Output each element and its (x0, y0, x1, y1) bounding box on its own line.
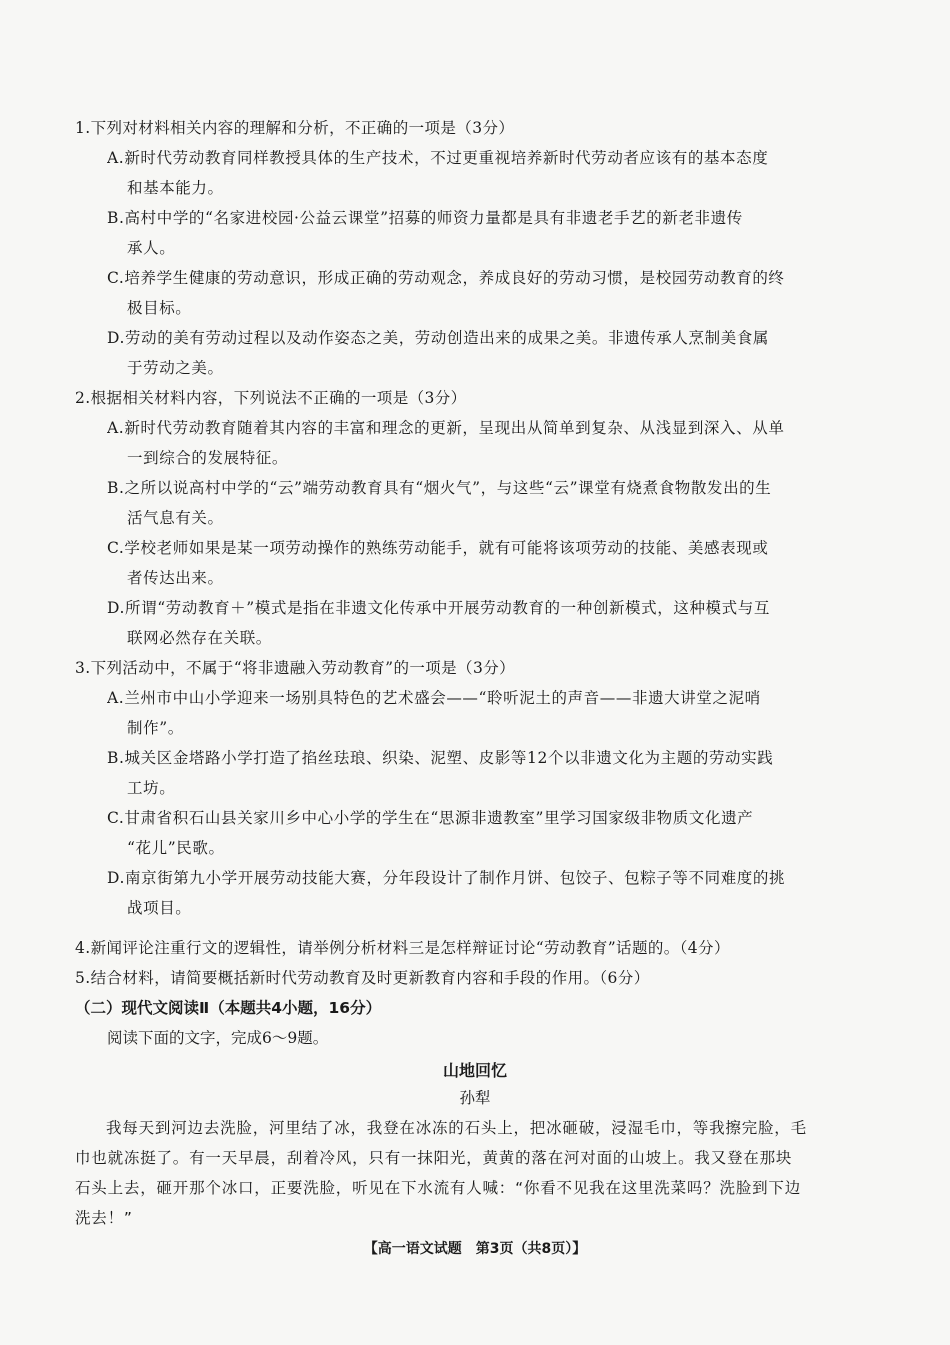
section-heading: （二）现代文阅读Ⅱ（本题共4小题，16分） (75, 999, 382, 1017)
option-line: 承人。 (127, 239, 176, 257)
option-line: B.高村中学的“名家进校园·公益云课堂”招募的师资力量都是具有非遗老手艺的新老非遗传 (107, 209, 743, 227)
paragraph-line: 洗去！” (75, 1209, 133, 1227)
option-line: D.南京街第九小学开展劳动技能大赛，分年段设计了制作月饼、包饺子、包粽子等不同难度的挑 (107, 869, 786, 887)
option-line: 战项目。 (127, 899, 192, 917)
paragraph-line: 石头上去，砸开那个冰口，正要洗脸，听见在下水流有人喊：“你看不见我在这里洗菜吗？洗脸到下边 (75, 1179, 802, 1197)
option-line: C.甘肃省积石山县关家川乡中心小学的学生在“思源非遗教室”里学习国家级非物质文化遗产 (107, 809, 754, 827)
option-line: 极目标。 (127, 299, 192, 317)
option-line: C.学校老师如果是某一项劳动操作的熟练劳动能手，就有可能将该项劳动的技能、美感表现或 (107, 539, 769, 557)
question-3-option-d (107, 863, 857, 923)
question-5-stem: 5.结合材料，请简要概括新时代劳动教育及时更新教育内容和手段的作用。（6分） (75, 969, 650, 987)
option-line: D.劳动的美有劳动过程以及动作姿态之美，劳动创造出来的成果之美。非遗传承人烹制美食属 (107, 329, 770, 347)
question-1-stem: 1.下列对材料相关内容的理解和分析，不正确的一项是（3分） (75, 119, 515, 137)
question-3-option-c (107, 803, 857, 863)
question-1-option-c (107, 263, 857, 323)
option-line: A.新时代劳动教育随着其内容的丰富和理念的更新，呈现出从简单到复杂、从浅显到深入、从单 (107, 419, 785, 437)
question-2-stem: 2.根据相关材料内容，下列说法不正确的一项是（3分） (75, 389, 467, 407)
paragraph-line: 巾也就冻挺了。有一天早晨，刮着冷风，只有一抹阳光，黄黄的落在河对面的山坡上。我又登在那块 (75, 1149, 793, 1167)
option-line: B.之所以说高村中学的“云”端劳动教育具有“烟火气”，与这些“云”课堂有烧煮食物散发出的生 (107, 479, 772, 497)
option-line: 于劳动之美。 (127, 359, 224, 377)
option-line: 和基本能力。 (127, 179, 224, 197)
option-line: 一到综合的发展特征。 (127, 449, 289, 467)
question-2-option-d (107, 593, 857, 653)
question-4-stem: 4.新闻评论注重行文的逻辑性，请举例分析材料三是怎样辩证讨论“劳动教育”话题的。（4分） (75, 939, 730, 957)
article-author: 孙犁 (459, 1089, 491, 1107)
question-3-option-a (107, 683, 857, 743)
page-footer: 【高一语文试题 第3页（共8页）】 (363, 1241, 587, 1257)
option-line: B.城关区金塔路小学打造了掐丝珐琅、织染、泥塑、皮影等12个以非遗文化为主题的劳动实践 (107, 749, 774, 767)
reading-instruction: 阅读下面的文字，完成6～9题。 (107, 1029, 329, 1047)
option-line: A.兰州市中山小学迎来一场别具特色的艺术盛会——“聆听泥土的声音——非遗大讲堂之泥哨 (107, 689, 761, 707)
option-line: A.新时代劳动教育同样教授具体的生产技术，不过更重视培养新时代劳动者应该有的基本态度 (107, 149, 769, 167)
question-2-option-b (107, 473, 857, 533)
option-line: D.所谓“劳动教育＋”模式是指在非遗文化传承中开展劳动教育的一种创新模式，这种模式与互 (107, 599, 770, 617)
question-2-option-c (107, 533, 857, 593)
option-line: C.培养学生健康的劳动意识，形成正确的劳动观念，养成良好的劳动习惯，是校园劳动教育的终 (107, 269, 785, 287)
question-3-stem: 3.下列活动中，不属于“将非遗融入劳动教育”的一项是（3分） (75, 659, 515, 677)
question-1-option-b (107, 203, 857, 263)
option-line: “花儿”民歌。 (127, 839, 225, 857)
option-line: 者传达出来。 (127, 569, 224, 587)
paragraph-line: 我每天到河边去洗脸，河里结了冰，我登在冰冻的石头上，把冰砸破，浸湿毛巾，等我擦完脸，毛 (106, 1119, 807, 1137)
question-1-option-d (107, 323, 857, 383)
question-1-option-a (107, 143, 857, 203)
option-line: 联网必然存在关联。 (127, 629, 272, 647)
article-title: 山地回忆 (442, 1061, 507, 1080)
question-3-option-b (107, 743, 857, 803)
article-paragraph (75, 1113, 865, 1233)
option-line: 制作”。 (127, 719, 184, 737)
option-line: 活气息有关。 (127, 509, 224, 527)
option-line: 工坊。 (127, 779, 176, 797)
question-2-option-a (107, 413, 857, 473)
